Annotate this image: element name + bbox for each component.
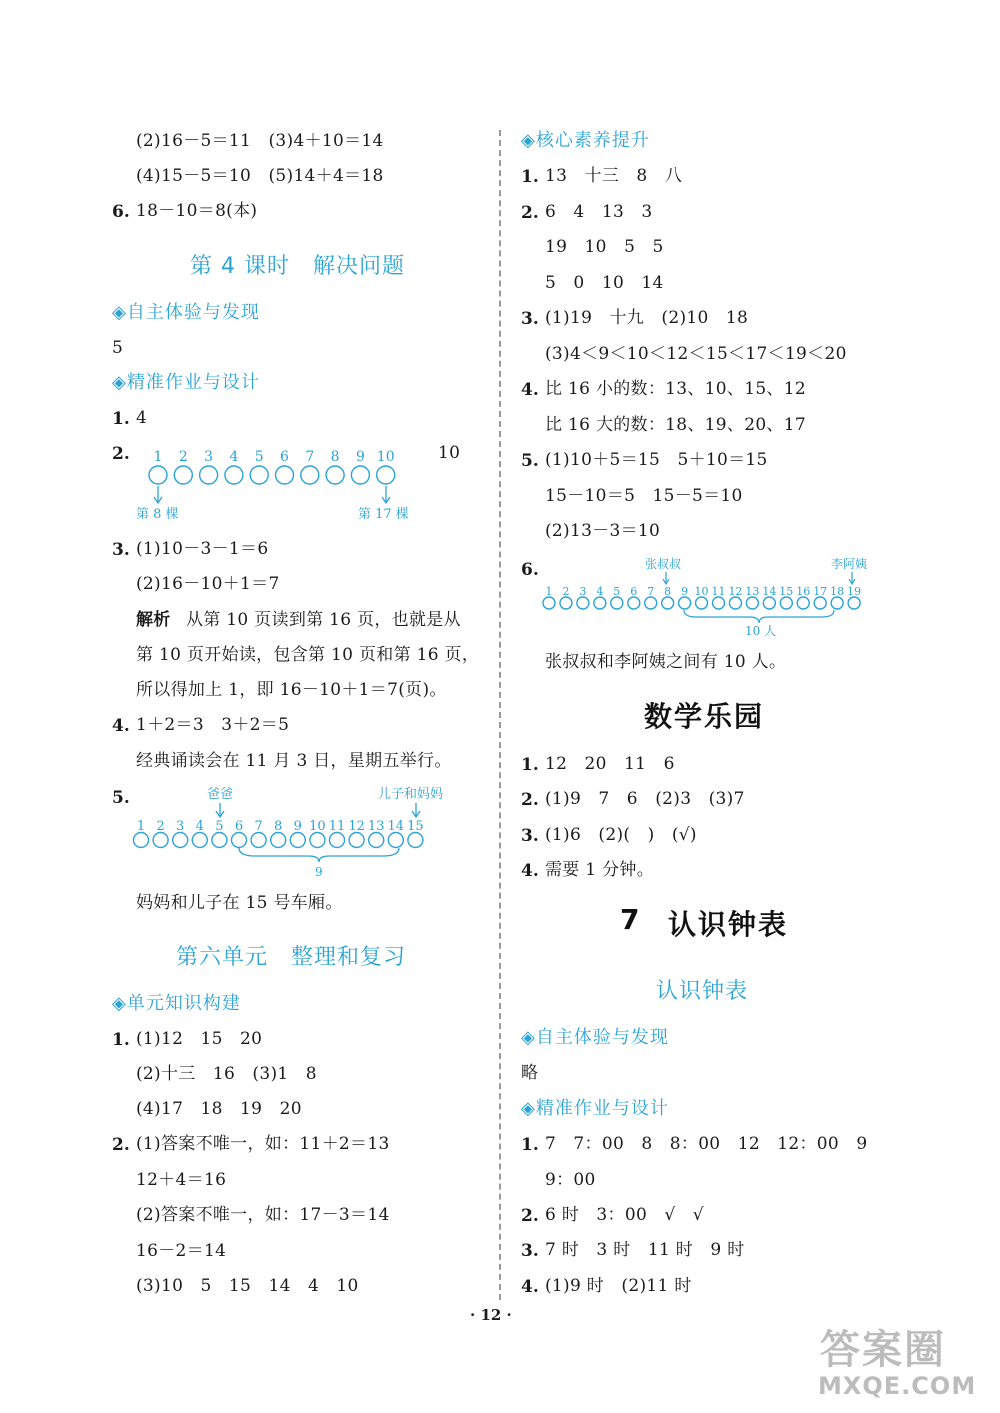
question-number: 4. bbox=[521, 1277, 539, 1297]
diagram-number: 14 bbox=[762, 585, 777, 598]
diagram-circle bbox=[662, 597, 674, 609]
diagram-circle bbox=[388, 833, 403, 848]
analysis-text: 所以得加上 1，即 16－10＋1＝7(页)。 bbox=[136, 680, 447, 700]
diagram-circle bbox=[290, 833, 305, 848]
answer-line: (1)9 时 (2)11 时 bbox=[545, 1276, 692, 1296]
answer-line: (1)答案不唯一，如：11＋2＝13 bbox=[136, 1134, 390, 1154]
diagram-number: 9 bbox=[355, 449, 365, 465]
diagram-number: 6 bbox=[280, 449, 289, 465]
diagram-number: 15 bbox=[779, 585, 794, 598]
diagram-circle bbox=[679, 597, 691, 609]
diagram-circle bbox=[251, 833, 266, 848]
answer-line: (2)十三 16 (3)1 8 bbox=[136, 1064, 317, 1084]
diagram-number: 4 bbox=[229, 449, 239, 465]
question-number: 6. bbox=[521, 560, 539, 580]
watermark-logo: 答案圈 bbox=[820, 1327, 946, 1373]
answer-line: 1＋2＝3 3＋2＝5 bbox=[136, 715, 290, 735]
diagram-number: 10 bbox=[376, 449, 395, 465]
diagram-number: 4 bbox=[195, 819, 204, 834]
section-banner-title: 数学乐园 bbox=[644, 700, 765, 733]
brace bbox=[684, 610, 834, 623]
answer-line: 6 时 3：00 √ √ bbox=[545, 1205, 704, 1225]
carriage-diagram bbox=[130, 782, 460, 882]
question-number: 6. bbox=[112, 202, 130, 222]
answer-line: 略 bbox=[521, 1063, 539, 1083]
diagram-number: 6 bbox=[630, 585, 638, 598]
chapter-number: 7 bbox=[620, 903, 642, 936]
diagram-circle bbox=[200, 466, 218, 484]
diagram-circle bbox=[831, 597, 843, 609]
diagram-number: 16 bbox=[796, 585, 811, 598]
diagram-label-right: 儿子和妈妈 bbox=[378, 787, 444, 802]
answer-line: 9：00 bbox=[545, 1170, 596, 1190]
answer-line: 7 7：00 8 8：00 12 12：00 9 bbox=[545, 1134, 868, 1154]
question-number: 2. bbox=[521, 1206, 539, 1226]
diagram-number: 2 bbox=[156, 819, 165, 834]
diagram-number: 2 bbox=[178, 449, 188, 465]
answer-line: (3)4＜9＜10＜12＜15＜17＜19＜20 bbox=[545, 344, 847, 364]
section-heading: ◈单元知识构建 bbox=[112, 993, 241, 1014]
diagram-circle bbox=[814, 597, 826, 609]
analysis-label: 解析 bbox=[136, 610, 171, 630]
diagram-circle bbox=[645, 597, 657, 609]
answer-line: 16－2＝14 bbox=[136, 1241, 227, 1261]
answer-line: 5 0 10 14 bbox=[545, 273, 664, 293]
answer-line: (1)10－3－1＝6 bbox=[136, 539, 269, 559]
diagram-circle bbox=[232, 833, 247, 848]
answer-line: 妈妈和儿子在 15 号车厢。 bbox=[136, 893, 343, 913]
answer-line: 需要 1 分钟。 bbox=[545, 860, 655, 880]
diagram-number: 3 bbox=[204, 449, 214, 465]
question-number: 5. bbox=[112, 788, 130, 808]
diagram-circle bbox=[326, 466, 344, 484]
diagram-circle bbox=[797, 597, 809, 609]
question-number: 3. bbox=[521, 826, 539, 846]
answer-line: 18－10＝8(本) bbox=[136, 201, 258, 221]
diagram-number: 13 bbox=[745, 585, 760, 598]
diagram-circle bbox=[276, 466, 294, 484]
question-number: 2. bbox=[521, 203, 539, 223]
question-number: 1. bbox=[521, 167, 539, 187]
diagram-circle bbox=[696, 597, 708, 609]
brace-label: 9 bbox=[315, 865, 323, 879]
answer-line: 6 4 13 3 bbox=[545, 202, 653, 222]
brace bbox=[239, 848, 399, 862]
answer-line: (1)6 (2)( ) (√) bbox=[545, 825, 697, 845]
diagram-circle bbox=[153, 833, 168, 848]
diagram-circle bbox=[149, 466, 167, 484]
queue-diagram bbox=[538, 553, 878, 643]
diagram-number: 5 bbox=[254, 449, 264, 465]
diagram-number: 12 bbox=[348, 819, 365, 834]
brace-label: 10 人 bbox=[745, 624, 777, 638]
diagram-circle bbox=[746, 597, 758, 609]
diagram-label-right: 第 17 棵 bbox=[358, 507, 409, 522]
answer-line: 张叔叔和李阿姨之间有 10 人。 bbox=[545, 652, 787, 672]
unit-title: 第六单元 整理和复习 bbox=[176, 945, 407, 970]
diagram-label-left: 第 8 棵 bbox=[136, 507, 179, 522]
diagram-label-right: 李阿姨 bbox=[831, 557, 868, 571]
answer-line: (2)13－3＝10 bbox=[545, 521, 661, 541]
answer-line: (2)16－5＝11 (3)4＋10＝14 bbox=[136, 131, 384, 151]
answer-line: (1)19 十九 (2)10 18 bbox=[545, 308, 749, 328]
diagram-circle bbox=[174, 466, 192, 484]
answer-line: (2)16－10＋1＝7 bbox=[136, 574, 280, 594]
column-divider bbox=[499, 130, 501, 1300]
diagram-circle bbox=[763, 597, 775, 609]
analysis-text: 从第 10 页读到第 16 页，也就是从 bbox=[186, 610, 461, 630]
diagram-number: 7 bbox=[254, 819, 263, 834]
diagram-circle bbox=[330, 833, 345, 848]
diagram-number: 8 bbox=[274, 819, 283, 834]
diagram-circle bbox=[611, 597, 623, 609]
question-number: 4. bbox=[112, 716, 130, 736]
question-number: 2. bbox=[521, 790, 539, 810]
answer-line: 13 十三 8 八 bbox=[545, 166, 683, 186]
question-number: 4. bbox=[521, 380, 539, 400]
diagram-circle bbox=[134, 833, 149, 848]
diagram-number: 8 bbox=[664, 585, 672, 598]
answer-line: 经典诵读会在 11 月 3 日，星期五举行。 bbox=[136, 751, 452, 771]
diagram-number: 3 bbox=[579, 585, 587, 598]
diagram-circle bbox=[408, 833, 423, 848]
diagram-number: 11 bbox=[328, 819, 346, 834]
answer-line: (4)15－5＝10 (5)14＋4＝18 bbox=[136, 166, 384, 186]
diagram-circle bbox=[212, 833, 227, 848]
diagram-number: 5 bbox=[215, 819, 224, 834]
answer-line: (3)10 5 15 14 4 10 bbox=[136, 1276, 359, 1296]
diagram-number: 12 bbox=[728, 585, 743, 598]
page-number: · 12 · bbox=[470, 1306, 512, 1324]
section-heading: ◈自主体验与发现 bbox=[112, 302, 260, 323]
diagram-circle bbox=[369, 833, 384, 848]
answer-line: (1)9 7 6 (2)3 (3)7 bbox=[545, 789, 745, 809]
section-heading: ◈精准作业与设计 bbox=[112, 372, 260, 393]
lesson-title: 认识钟表 bbox=[656, 979, 749, 1004]
diagram-circle bbox=[577, 597, 589, 609]
answer-line: (1)12 15 20 bbox=[136, 1029, 263, 1049]
tree-diagram bbox=[130, 444, 430, 526]
section-heading: ◈核心素养提升 bbox=[521, 130, 650, 151]
question-number: 2. bbox=[112, 1135, 130, 1155]
question-number: 4. bbox=[521, 861, 539, 881]
analysis-text: 第 10 页开始读，包含第 10 页和第 16 页， bbox=[136, 645, 480, 665]
diagram-number: 4 bbox=[596, 585, 604, 598]
diagram-circle bbox=[377, 466, 395, 484]
diagram-circle bbox=[349, 833, 364, 848]
diagram-number: 7 bbox=[305, 449, 315, 465]
answer-line: (2)答案不唯一，如：17－3＝14 bbox=[136, 1205, 390, 1225]
diagram-circle bbox=[543, 597, 555, 609]
diagram-number: 18 bbox=[830, 585, 845, 598]
diagram-circle bbox=[310, 833, 325, 848]
diagram-circle bbox=[173, 833, 188, 848]
diagram-circle bbox=[713, 597, 725, 609]
question-number: 1. bbox=[521, 755, 539, 775]
diagram-circle bbox=[271, 833, 286, 848]
diagram-number: 1 bbox=[153, 449, 163, 465]
diagram-circle bbox=[192, 833, 207, 848]
section-heading: ◈精准作业与设计 bbox=[521, 1098, 669, 1119]
diagram-number: 14 bbox=[387, 819, 405, 834]
diagram-number: 1 bbox=[545, 585, 553, 598]
question-number: 3. bbox=[112, 540, 130, 560]
diagram-number: 8 bbox=[330, 449, 340, 465]
diagram-number: 2 bbox=[562, 585, 570, 598]
diagram-number: 10 bbox=[694, 585, 709, 598]
answer-line: 10 bbox=[438, 443, 461, 463]
diagram-circle bbox=[250, 466, 268, 484]
diagram-circle bbox=[594, 597, 606, 609]
section-heading: ◈自主体验与发现 bbox=[521, 1027, 669, 1048]
diagram-circle bbox=[351, 466, 369, 484]
diagram-circle bbox=[560, 597, 572, 609]
diagram-number: 9 bbox=[681, 585, 689, 598]
diagram-circle bbox=[301, 466, 319, 484]
answer-line: 15－10＝5 15－5＝10 bbox=[545, 486, 743, 506]
answer-line: 7 时 3 时 11 时 9 时 bbox=[545, 1240, 745, 1260]
diagram-circle bbox=[628, 597, 640, 609]
question-number: 3. bbox=[521, 1241, 539, 1261]
chapter-title: 认识钟表 bbox=[668, 908, 789, 941]
diagram-number: 10 bbox=[309, 819, 326, 834]
diagram-number: 7 bbox=[647, 585, 655, 598]
answer-line: (4)17 18 19 20 bbox=[136, 1099, 302, 1119]
diagram-number: 11 bbox=[711, 585, 726, 598]
answer-line: 比 16 大的数：18、19、20、17 bbox=[545, 415, 806, 435]
question-number: 1. bbox=[112, 1030, 130, 1050]
question-number: 3. bbox=[521, 309, 539, 329]
answer-line: 19 10 5 5 bbox=[545, 237, 664, 257]
diagram-number: 6 bbox=[234, 819, 244, 834]
diagram-number: 13 bbox=[367, 819, 385, 834]
question-number: 1. bbox=[112, 409, 130, 429]
question-number: 5. bbox=[521, 451, 539, 471]
diagram-label-left: 张叔叔 bbox=[645, 557, 682, 571]
lesson-title: 第 4 课时 解决问题 bbox=[190, 254, 405, 279]
diagram-number: 5 bbox=[613, 585, 621, 598]
question-number: 1. bbox=[521, 1135, 539, 1155]
diagram-number: 9 bbox=[293, 819, 302, 834]
answer-line: 比 16 小的数：13、10、15、12 bbox=[545, 379, 806, 399]
answer-line: 5 bbox=[112, 338, 124, 358]
question-number: 2. bbox=[112, 444, 130, 464]
watermark-url: MXQE.COM bbox=[818, 1372, 977, 1400]
answer-line: 12 20 11 6 bbox=[545, 754, 675, 774]
diagram-circle bbox=[729, 597, 741, 609]
diagram-number: 15 bbox=[407, 819, 424, 834]
answer-line: (1)10＋5＝15 5＋10＝15 bbox=[545, 450, 768, 470]
diagram-label-left: 爸爸 bbox=[207, 787, 234, 802]
answer-line: 4 bbox=[136, 408, 148, 428]
diagram-number: 19 bbox=[847, 585, 862, 598]
diagram-number: 1 bbox=[136, 819, 146, 834]
answer-line: 12＋4＝16 bbox=[136, 1170, 227, 1190]
diagram-number: 17 bbox=[813, 585, 828, 598]
diagram-circle bbox=[848, 597, 860, 609]
diagram-circle bbox=[780, 597, 792, 609]
diagram-number: 3 bbox=[176, 819, 185, 834]
diagram-circle bbox=[225, 466, 243, 484]
